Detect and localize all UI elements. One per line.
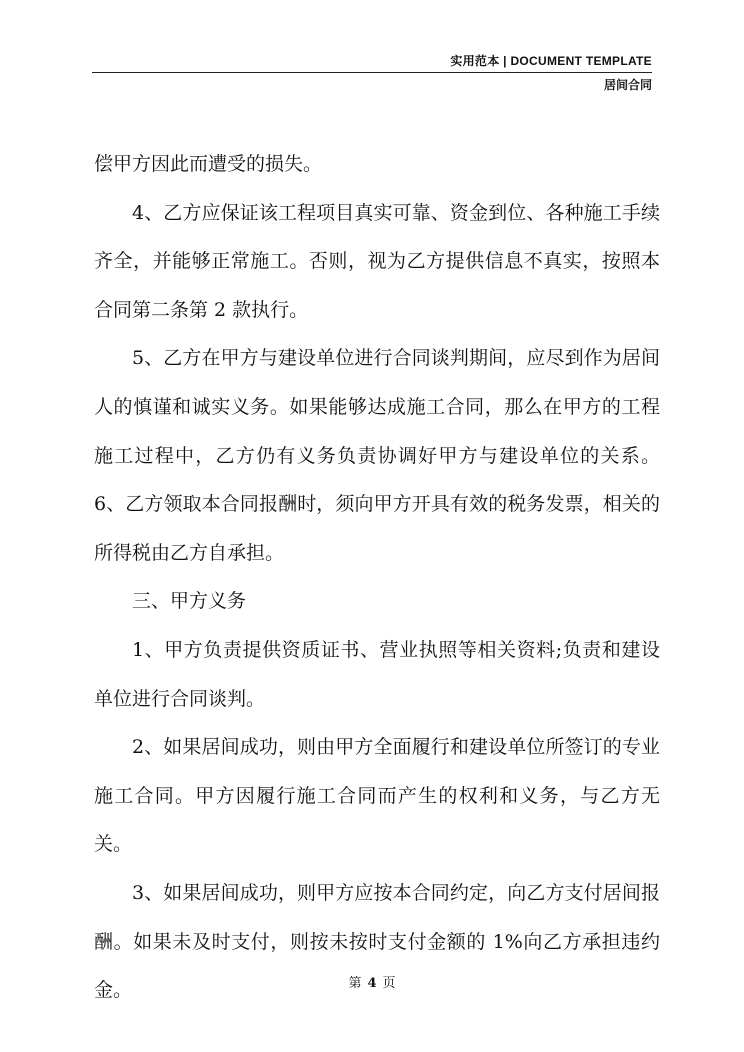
paragraph-a-clause-3: 3、如果居间成功，则甲方应按本合同约定，向乙方支付居间报酬。如果未及时支付，则按未按时支付金额的 1%向乙方承担违约金。 <box>94 881 660 1002</box>
section-heading-party-a-obligations: 三、甲方义务 <box>132 590 247 613</box>
paragraph-continuation: 偿甲方因此而遭受的损失。 <box>94 153 323 175</box>
document-body <box>94 140 660 1015</box>
page-header <box>92 52 652 94</box>
paragraph-a-clause-2: 2、如果居间成功，则由甲方全面履行和建设单位所签订的专业施工合同。甲方因履行施工合同而产生的权利和义务，与乙方无关。 <box>94 736 660 856</box>
header-template-label: 实用范本 | DOCUMENT TEMPLATE <box>450 54 652 68</box>
page-number: 4 <box>367 976 377 991</box>
page-prefix: 第 <box>348 976 362 991</box>
header-divider <box>92 72 652 73</box>
paragraph-a-clause-1: 1、甲方负责提供资质证书、营业执照等相关资料;负责和建设单位进行合同谈判。 <box>94 638 660 710</box>
header-document-type: 居间合同 <box>603 78 652 92</box>
paragraph-clause-4: 4、乙方应保证该工程项目真实可靠、资金到位、各种施工手续齐全，并能够正常施工。否则，视为乙方提供信息不真实，按照本合同第二条第 2 款执行。 <box>94 201 660 321</box>
paragraph-clause-5-6: 5、乙方在甲方与建设单位进行合同谈判期间，应尽到作为居间人的慎谨和诚实义务。如果能够达成施工合同，那么在甲方的工程施工过程中，乙方仍有义务负责协调好甲方与建设单位的关系。 6、乙方领取本合同报酬时，须向甲方开具有效的税务发票，相关的所得税由乙方自承担。 <box>94 347 660 564</box>
page-footer <box>0 972 744 991</box>
page-suffix: 页 <box>382 976 396 991</box>
